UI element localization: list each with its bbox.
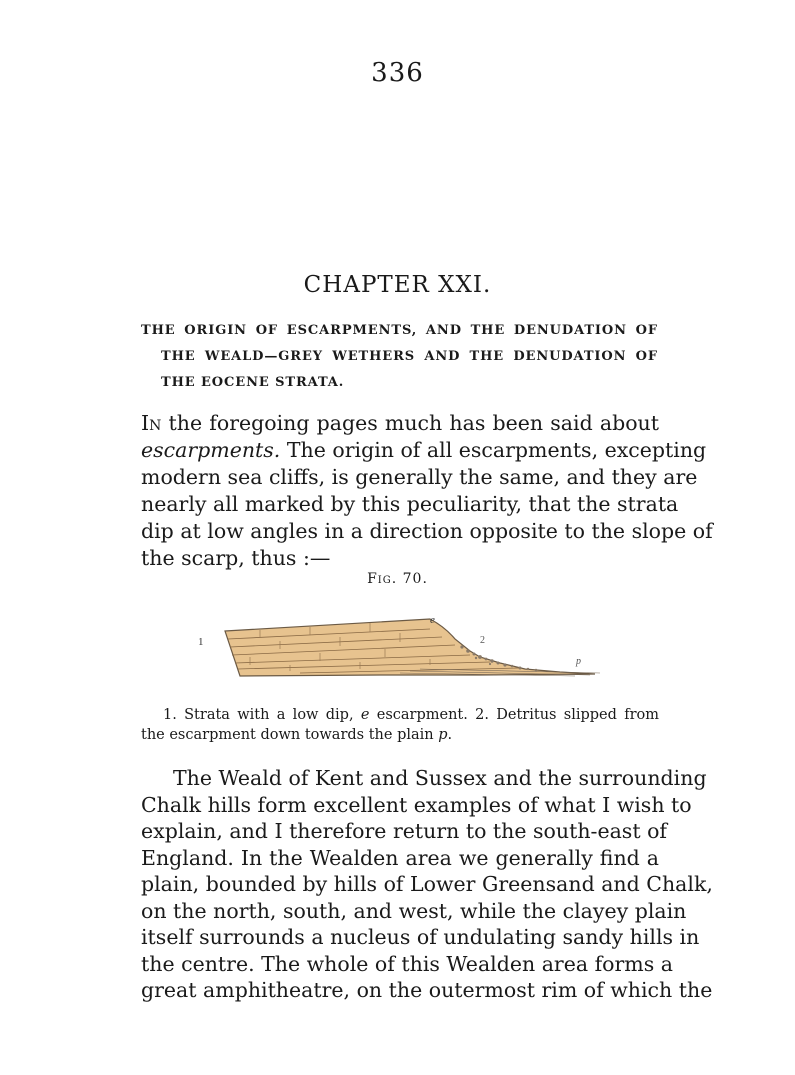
figure-label-detritus: 2 [480,635,485,646]
figure-label-strata: 1 [198,636,204,648]
paragraph-line: itself surrounds a nucleus of undulating sandy hills in [141,925,700,949]
paragraph-line: explain, and I therefore return to the south-east of [141,819,668,843]
escarpment-illustration [180,605,620,695]
text-run: 1. Strata with a low dip, [163,707,361,723]
paragraph-line: the scarp, thus :— [141,546,331,570]
paragraph-line: England. In the Wealden area we generally find a [141,845,659,870]
escarpment-figure [180,605,620,695]
chapter-summary [141,318,658,396]
paragraph-line: dip at low angles in a direction opposite to the slope of [141,519,713,543]
paragraph-line: on the north, south, and west, while the clayey plain [141,898,687,923]
paragraph-1 [141,410,713,572]
caption-line [141,705,659,725]
text-run: . [447,727,453,743]
figure-label-plain: p [576,656,581,667]
paragraph-2 [141,765,713,1004]
text-run: The origin of all escarpments, excepting [280,438,707,462]
emphasis-letter: e [360,707,370,723]
figure-label-escarpment: e [430,614,435,626]
page-number: 336 [371,58,424,88]
paragraph-line [141,410,659,437]
figure-label-number: 70. [402,571,428,587]
figure-caption [141,705,659,745]
emphasis-word: escarpments. [141,438,281,462]
chapter-title: CHAPTER XXI. [303,272,492,298]
text-run: the escarpment down towards the plain [141,727,439,743]
text-run: escarpment. 2. Detritus slipped from [369,707,659,723]
figure-label [0,571,795,587]
text-run: the foregoing pages much has been said about [161,411,659,435]
paragraph-line: The Weald of Kent and Sussex and the surrounding [173,766,707,790]
caption-line [141,725,659,745]
paragraph-line: the centre. The whole of this Wealden area forms a [141,951,674,976]
figure-label-prefix: Fig. [367,571,398,587]
dropcap-word: In [141,411,162,435]
paragraph-line: great amphitheatre, on the outermost rim of which the [141,978,713,1002]
summary-line: THE WEALD—GREY WETHERS AND THE DENUDATION OF [161,349,658,364]
paragraph-line: plain, bounded by hills of Lower Greensand and Chalk, [141,872,713,896]
summary-line: THE EOCENE STRATA. [161,375,345,390]
paragraph-line: nearly all marked by this peculiarity, that the strata [141,492,679,516]
summary-line: THE ORIGIN OF ESCARPMENTS, AND THE DENUDATION OF [141,323,658,338]
paragraph-line: Chalk hills form excellent examples of what I wish to [141,792,692,817]
paragraph-line [141,437,707,464]
emphasis-letter: p [438,727,448,743]
paragraph-line: modern sea cliffs, is generally the same, and they are [141,465,698,489]
